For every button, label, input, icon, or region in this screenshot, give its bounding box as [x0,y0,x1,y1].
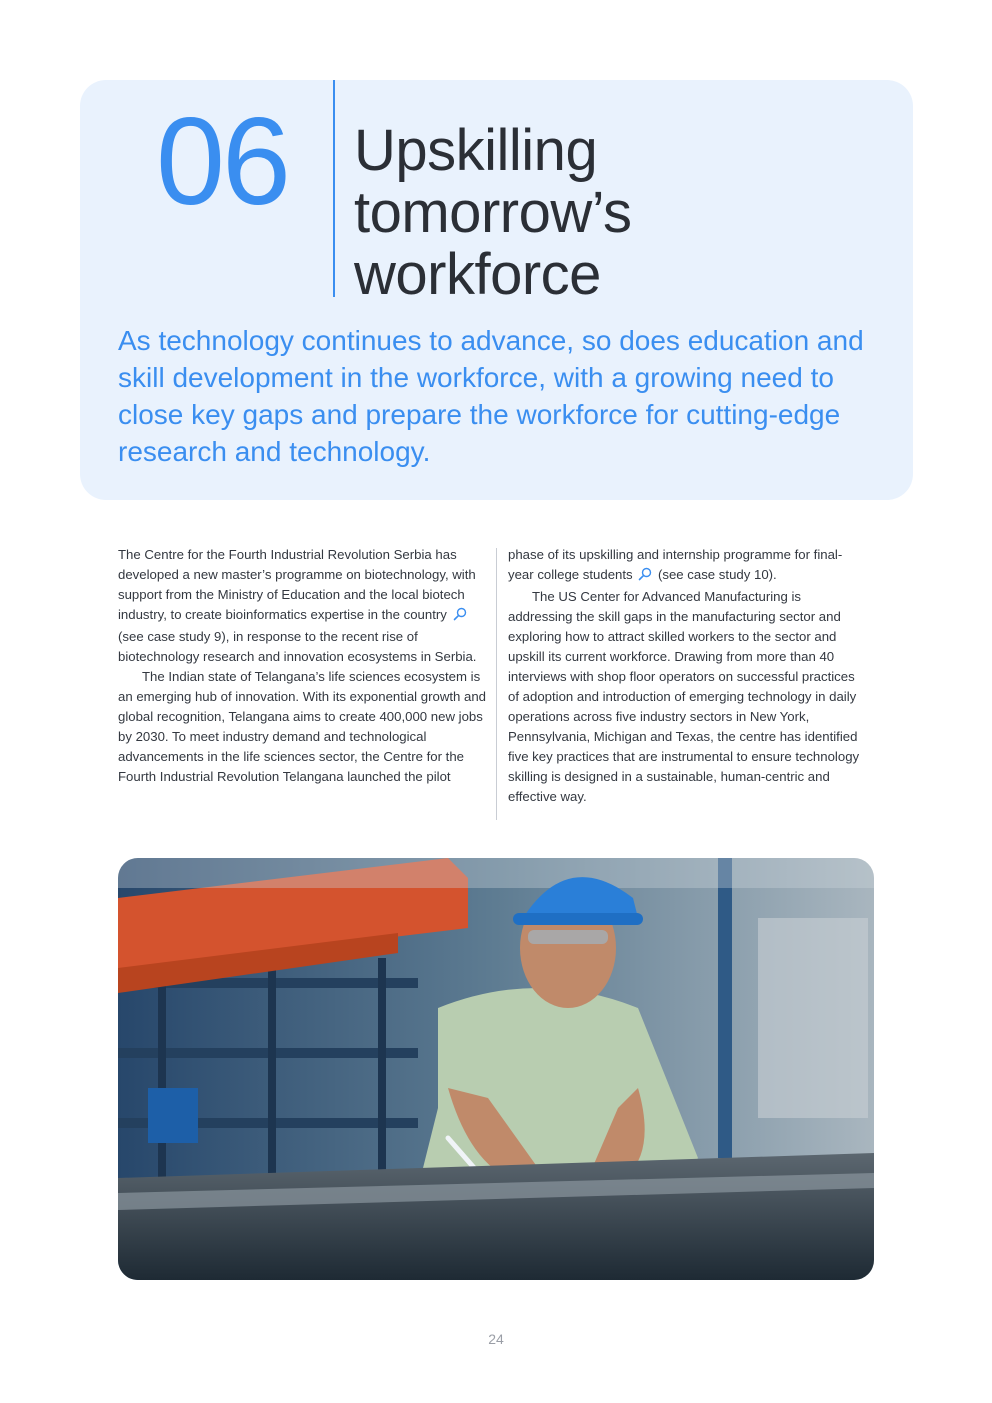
chapter-header-panel [80,80,913,500]
paragraph [508,545,866,587]
chapter-title-line: workforce [354,242,601,307]
worker-photo-illustration [118,858,874,1280]
chapter-title-line: tomorrow’s [354,180,632,245]
chapter-lede: As technology continues to advance, so does education and skill development in the workforce, with a growing need to close key gaps and prepare the workforce for cutting-edge research and technology. [118,325,864,467]
magnifier-icon[interactable] [638,567,652,587]
paragraph-text: The Centre for the Fourth Industrial Revolution Serbia has developed a new master’s programme on biotechnology, with support from the Ministry of Education and the local biotech industry, to create bioinformatics expertise in the country [118,547,476,622]
column-divider [496,548,497,820]
chapter-title-line: Upskilling [354,118,598,183]
chapter-divider [333,80,335,297]
paragraph [118,545,486,667]
magnifier-icon[interactable] [453,607,467,627]
body-column-right [508,545,866,807]
chapter-title [354,120,632,306]
case-study-link[interactable]: (see case study 10). [657,567,777,582]
body-column-left [118,545,486,787]
page-number: 24 [488,1331,504,1347]
worker-photo [118,858,874,1280]
paragraph-text: phase of its upskilling and internship programme for final-year college students [508,547,843,582]
paragraph: The Indian state of Telangana’s life sciences ecosystem is an emerging hub of innovation. With its exponential growth and global recognition, Telangana aims to create 400,000 new jobs by 2030. To meet industry demand and technological advancements in the life sciences sector, the Centre for the Fourth Industrial Revolution Telangana launched the pilot [118,669,487,784]
paragraph: The US Center for Advanced Manufacturing is addressing the skill gaps in the manufacturing sector and exploring how to attract skilled workers to the sector and upskill its current workforce. Drawing from more than 40 interviews with shop floor operators on successful practices of adoption and introduction of emerging technology in daily operations across five industry sectors in New York, Pennsylvania, Michigan and Texas, the centre has identified five key practices that are instrumental to ensure technology skilling is designed in a sustainable, human-centric and effective way. [508,589,860,804]
chapter-number: 06 [156,93,288,231]
case-study-link[interactable]: (see case study 9), in response to the recent rise of biotechnology research and innovation ecosystems in Serbia. [118,629,477,664]
